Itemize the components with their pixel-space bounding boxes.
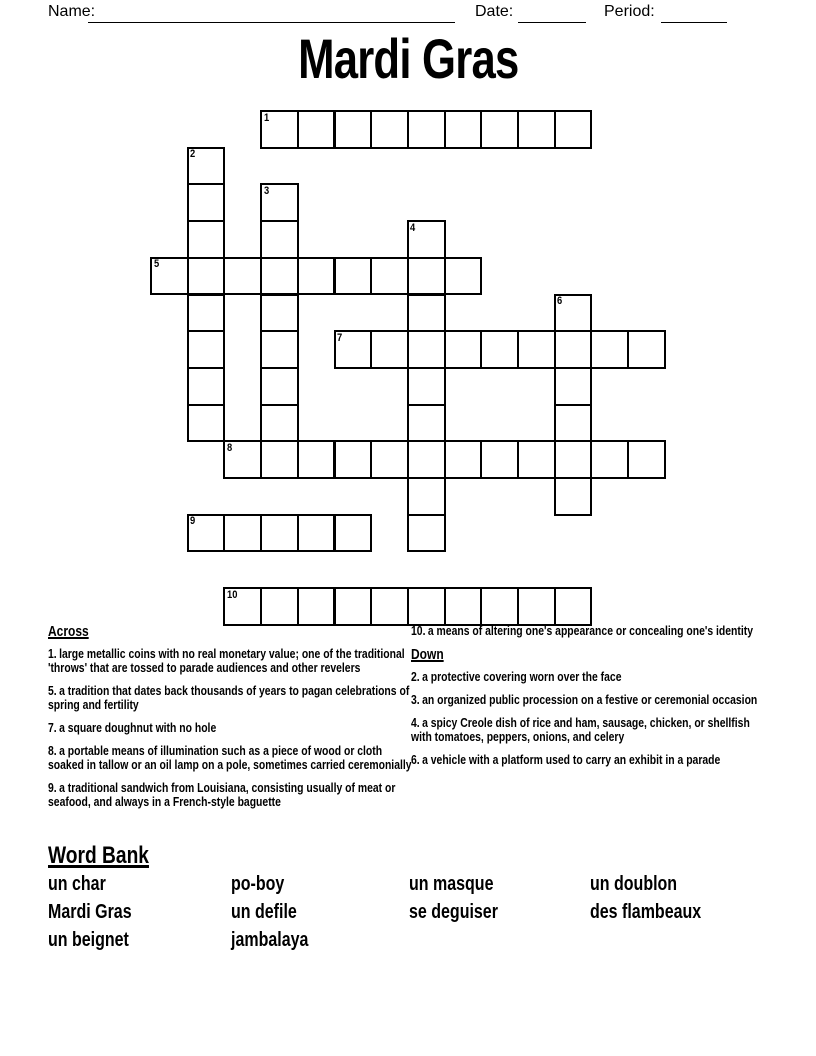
down-heading: Down [411,646,444,663]
clue-text: a vehicle with a platform used to carry an exhibit in a parade [422,752,721,767]
word-bank-item: un defile [231,901,297,923]
grid-cell[interactable] [297,514,336,553]
word-bank-item: un char [48,873,106,895]
grid-cell[interactable] [260,587,299,626]
clue-text: a spicy Creole dish of rice and ham, sausage, chicken, or shellfish with tomatoes, peppers, onions, and celery [411,715,750,744]
grid-clue-number: 7 [337,331,343,344]
period-label: Period: [604,3,655,20]
grid-cell[interactable] [554,330,593,369]
word-bank-column-1 [48,870,228,954]
clue-number: 8. [48,743,57,758]
grid-clue-number: 3 [263,184,269,197]
clue-down-6 [411,753,771,767]
clue-across-10 [411,624,771,638]
grid-cell[interactable] [260,294,299,333]
grid-clue-number: 5 [153,258,159,271]
grid-clue-number: 1 [263,111,269,124]
clue-across-5 [48,684,414,712]
grid-cell[interactable] [407,587,446,626]
grid-cell[interactable] [554,110,593,149]
clue-across-9 [48,781,414,809]
grid-cell[interactable] [223,514,262,553]
clue-number: 6. [411,752,420,767]
clue-across-7 [48,721,414,735]
grid-cell[interactable] [297,440,336,479]
grid-cell[interactable] [407,514,446,553]
grid-cell[interactable] [480,110,519,149]
word-bank-section [48,843,448,868]
word-bank-item: po-boy [231,873,285,895]
clue-text: an organized public procession on a festive or ceremonial occasion [422,692,758,707]
word-bank-item: se deguiser [409,901,498,923]
word-bank-item: jambalaya [231,929,309,951]
grid-cell[interactable] [334,514,373,553]
clue-number: 9. [48,780,57,795]
clue-number: 5. [48,683,57,698]
grid-cell[interactable] [517,330,556,369]
grid-cell[interactable] [480,330,519,369]
word-bank-item: un doublon [590,873,678,895]
grid-cell[interactable] [407,330,446,369]
grid-cell[interactable] [444,257,483,296]
word-bank-heading: Word Bank [48,842,149,869]
clue-number: 4. [411,715,420,730]
grid-cell[interactable] [187,404,226,443]
clue-number: 2. [411,669,420,684]
grid-cell[interactable] [590,440,629,479]
grid-cell[interactable] [297,257,336,296]
grid-cell[interactable] [370,257,409,296]
word-bank-item: un beignet [48,929,129,951]
grid-clue-number: 10 [226,588,238,601]
name-label: Name: [48,3,96,20]
word-bank-column-3 [409,870,589,926]
clue-text: a square doughnut with no hole [59,720,217,735]
word-bank-column-2 [231,870,411,954]
grid-cell[interactable] [590,330,629,369]
clue-across-8 [48,744,414,772]
grid-cell[interactable] [554,440,593,479]
word-bank-item: un masque [409,873,494,895]
clue-text: a tradition that dates back thousands of years to pagan celebrations of spring and fertility [48,683,410,712]
grid-cell[interactable] [407,110,446,149]
grid-cell[interactable] [334,440,373,479]
page-title: Mardi Gras [297,27,519,90]
grid-cell[interactable] [370,110,409,149]
grid-cell[interactable] [187,330,226,369]
word-bank-item: des flambeaux [590,901,702,923]
grid-cell[interactable] [554,477,593,516]
grid-cell[interactable] [407,294,446,333]
grid-cell[interactable] [407,440,446,479]
clue-down-4 [411,716,771,744]
grid-cell[interactable] [260,514,299,553]
grid-cell[interactable] [444,110,483,149]
clue-number: 1. [48,646,57,661]
clue-text: a traditional sandwich from Louisiana, consisting usually of meat or seafood, and always in a French-style baguette [48,780,396,809]
word-bank-item: Mardi Gras [48,901,132,923]
grid-cell[interactable] [517,110,556,149]
word-bank-column-4 [590,870,790,926]
grid-cell[interactable] [444,587,483,626]
grid-cell[interactable] [334,587,373,626]
grid-cell[interactable] [517,587,556,626]
grid-cell[interactable] [187,220,226,259]
grid-cell[interactable] [627,330,666,369]
grid-cell[interactable] [370,587,409,626]
grid-cell[interactable] [334,257,373,296]
grid-cell[interactable] [187,294,226,333]
grid-cell[interactable] [187,257,226,296]
grid-clue-number: 4 [410,221,416,234]
grid-clue-number: 6 [557,295,563,307]
grid-clue-number: 8 [226,441,233,454]
clue-down-3 [411,693,771,707]
grid-cell[interactable] [407,477,446,516]
grid-clue-number: 2 [190,148,196,161]
clue-number: 7. [48,720,57,735]
grid-cell[interactable] [297,587,336,626]
clue-across-1 [48,647,414,675]
grid-cell[interactable] [260,367,299,406]
across-clues-column [48,624,414,818]
grid-clue-number: 9 [190,515,196,528]
grid-cell[interactable] [407,257,446,296]
grid-cell[interactable] [517,440,556,479]
grid-cell[interactable] [554,367,593,406]
grid-cell[interactable] [407,367,446,406]
grid-cell[interactable] [260,404,299,443]
grid-cell[interactable] [260,330,299,369]
grid-cell[interactable] [370,330,409,369]
grid-cell[interactable] [554,587,593,626]
grid-cell[interactable] [260,257,299,296]
clue-number: 10. [411,623,426,638]
clue-number: 3. [411,692,420,707]
grid-cell[interactable] [370,440,409,479]
clue-text: a means of altering one's appearance or concealing one's identity [427,623,753,638]
clue-text: large metallic coins with no real monetary value; one of the traditional 'throws' that are tossed to parade audiences and other revelers [48,646,405,675]
grid-cell[interactable] [444,330,483,369]
grid-cell[interactable] [444,440,483,479]
grid-cell[interactable] [297,110,336,149]
across-heading: Across [48,623,89,640]
grid-cell[interactable] [334,110,373,149]
grid-cell[interactable] [187,367,226,406]
clue-text: a protective covering worn over the face [422,669,622,684]
grid-cell[interactable] [407,404,446,443]
grid-cell[interactable] [627,440,666,479]
grid-cell[interactable] [480,440,519,479]
grid-cell[interactable] [260,220,299,259]
down-clues-column [411,624,771,776]
grid-cell[interactable] [480,587,519,626]
date-label: Date: [475,3,514,20]
grid-cell[interactable] [554,404,593,443]
clue-text: a portable means of illumination such as a piece of wood or cloth soaked in tallow or an oil lamp on a pole, sometimes carried ceremonially [48,743,412,772]
grid-cell[interactable] [187,183,226,222]
grid-cell[interactable] [260,440,299,479]
grid-cell[interactable] [223,257,262,296]
clue-down-2 [411,670,771,684]
